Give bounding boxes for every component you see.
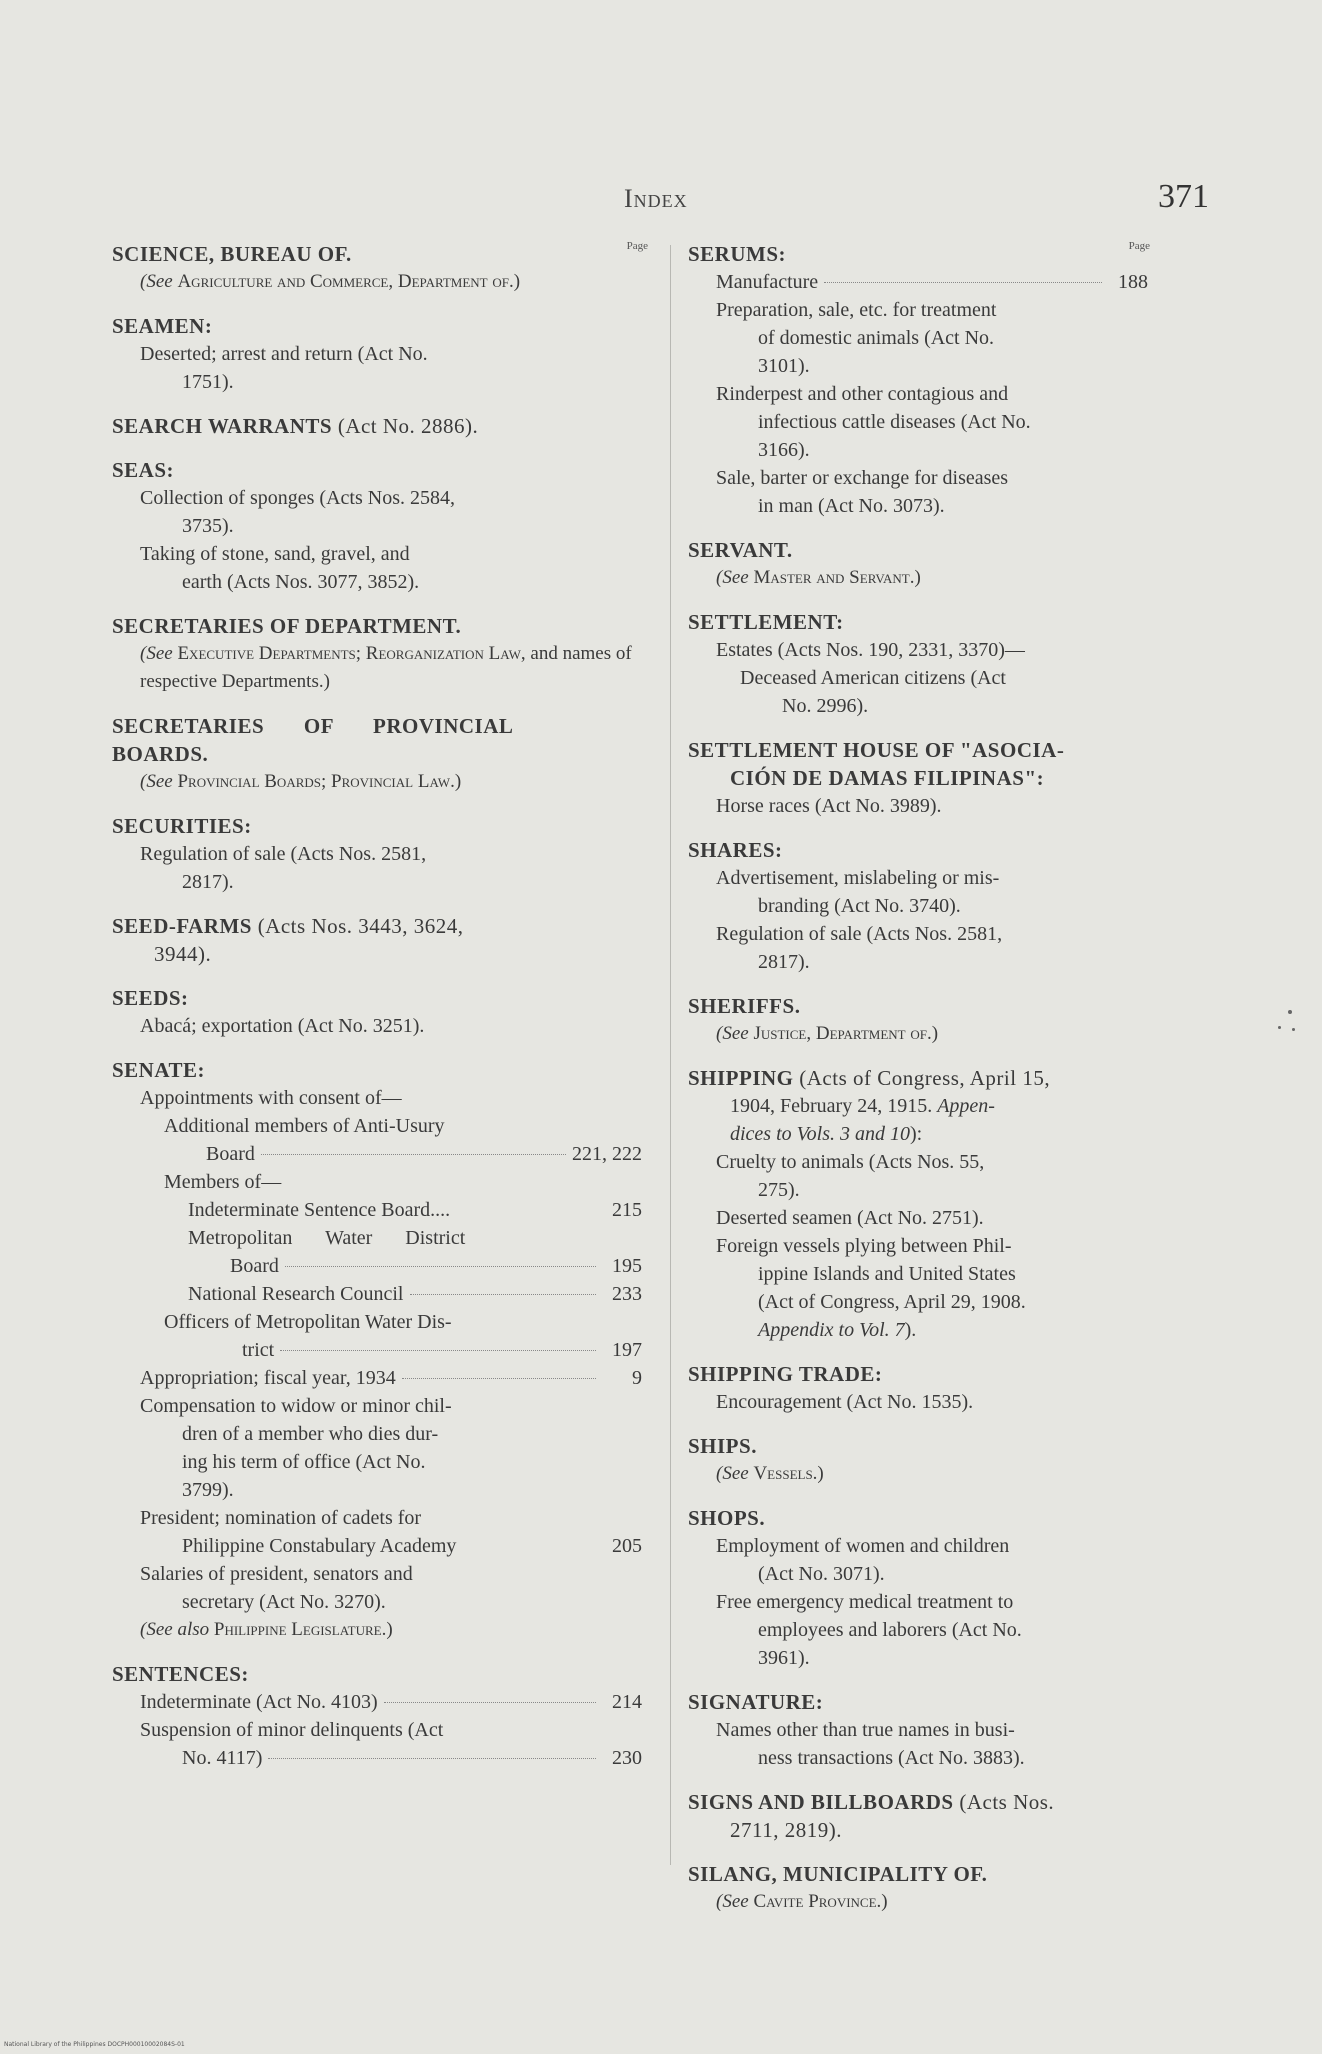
entry-heading: SENATE: [112,1058,205,1082]
page-header [0,178,1322,218]
subentry-level3: Board 195 [112,1252,642,1280]
entry-heading: SECURITIES: [112,814,252,838]
subentry: Encouragement (Act No. 1535). [716,1391,974,1413]
entry-heading: SIGNATURE: [688,1690,824,1714]
subentry-level3: Indeterminate Sentence Board.... 215 [112,1196,642,1224]
page-number: 371 [1158,178,1209,215]
index-entry-sheriffs [688,992,1148,1048]
index-entry-shops [688,1504,1148,1672]
cross-reference: (See Master and Servant.) [716,567,921,588]
entry-heading: SECRETARIES OF DEPARTMENT. [112,614,462,638]
page-ref: 214 [612,1691,642,1713]
index-entry-senate [112,1056,642,1644]
subentry: Deserted seamen (Act No. 2751). [716,1207,984,1229]
subentry: Free emergency medical treatment to employees and laborers (Act No. 3961). [716,1591,1022,1669]
index-entry-signature [688,1688,1148,1772]
subentry: Salaries of president, senators and secretary (Act No. 3270). [140,1563,413,1613]
subentry: Foreign vessels plying between Phil- ippine Islands and United States (Act of Congress, April 29, 1908. Appendix to Vol. 7). [716,1235,1026,1341]
subentry: Employment of women and children (Act No. 3071). [716,1535,1010,1585]
running-title: Index [624,184,688,213]
index-entry-secretaries-provincial [112,712,642,796]
cross-reference: (See Justice, Department of.) [716,1023,939,1044]
entry-heading: SERUMS: [688,242,787,266]
index-entry-silang [688,1860,1148,1916]
index-entry-signs-billboards [688,1788,1148,1844]
entry-heading: SERVANT. [688,538,793,562]
index-entry-seed-farms [112,912,642,968]
entry-heading: SEED-FARMS (Acts Nos. 3443, 3624, 3944). [112,914,464,966]
see-target: Agriculture and Commerce, Department of.) [177,271,521,292]
page-column-label: Page [626,240,648,252]
subentry-level2: trict 197 [112,1336,642,1364]
subentry: Rinderpest and other contagious and infectious cattle diseases (Act No. 3166). [716,383,1031,461]
subentry-level3: National Research Council 233 [112,1280,642,1308]
column-divider [670,245,671,1865]
index-entry-settlement [688,608,1148,720]
subentry: Deserted; arrest and return (Act No. 1751). [140,343,428,393]
entry-heading: SHARES: [688,838,783,862]
subentry: Manufacture 188 [688,268,1148,296]
subentry: Cruelty to animals (Acts Nos. 55, 275). [716,1151,985,1201]
entry-heading: SEEDS: [112,986,189,1010]
entry-heading: SENTENCES: [112,1662,249,1686]
index-entry-sentences [112,1660,642,1772]
page-ref: 188 [1118,271,1148,293]
left-column [112,240,648,1788]
subentry: Suspension of minor delinquents (Act [140,1719,444,1741]
cross-reference: (See Executive Departments; Reorganization Law, and names of respective Departments.) [140,643,632,692]
subentry: Compensation to widow or minor chil- dren of a member who dies dur- ing his term of office (Act No. 3799). [140,1395,452,1501]
subentry: Appointments with consent of— [140,1087,402,1109]
subentry: President; nomination of cadets for [140,1507,422,1529]
entry-heading: SHERIFFS. [688,994,801,1018]
page-ref: 195 [612,1255,642,1277]
subentry-level2: Board 221, 222 [112,1140,642,1168]
subentry: Advertisement, mislabeling or mis- branding (Act No. 3740). [716,867,1000,917]
index-entry-science [112,240,642,296]
cross-reference [112,268,642,296]
scan-speck [1288,1010,1292,1014]
subentry: Regulation of sale (Acts Nos. 2581, 2817). [140,843,427,893]
see-label: (See [140,271,173,292]
entry-heading: SHOPS. [688,1506,766,1530]
index-entry-serums [688,240,1148,520]
page-column-label: Page [1128,240,1150,252]
subentry: Collection of sponges (Acts Nos. 2584, 3735). [140,487,455,537]
subentry: Appropriation; fiscal year, 1934 9 [112,1364,642,1392]
cross-reference: (See Vessels.) [716,1463,824,1484]
index-entry-shipping [688,1064,1148,1344]
subentry: Regulation of sale (Acts Nos. 2581, 2817). [716,923,1003,973]
subentry-level2: Deceased American citizens (Act No. 2996). [740,667,1006,717]
index-entry-settlement-house [688,736,1148,820]
subentry-level3: Metropolitan Water District [188,1227,466,1249]
subentry: Taking of stone, sand, gravel, and earth (Acts Nos. 3077, 3852). [140,543,420,593]
subentry: Names other than true names in busi- ness transactions (Act No. 3883). [716,1719,1025,1769]
page-ref: 233 [612,1283,642,1305]
scan-speck [1278,1026,1281,1029]
index-entry-seamen [112,312,642,396]
index-entry-seeds [112,984,642,1040]
entry-heading: SIGNS AND BILLBOARDS (Acts Nos. 2711, 2819). [688,1790,1055,1842]
index-entry-servant [688,536,1148,592]
entry-heading: SEAS: [112,458,175,482]
index-entry-shipping-trade [688,1360,1148,1416]
page-ref: 197 [612,1339,642,1361]
entry-heading: SETTLEMENT HOUSE OF "ASOCIA- CIÓN DE DAMAS FILIPINAS": [688,738,1065,790]
subentry: Preparation, sale, etc. for treatment of domestic animals (Act No. 3101). [716,299,997,377]
entry-heading: SEARCH WARRANTS (Act No. 2886). [112,414,479,438]
subentry: Sale, barter or exchange for diseases in man (Act No. 3073). [716,467,1009,517]
subentry-level2: Additional members of Anti-Usury [164,1115,445,1137]
subentry: No. 4117) 230 [112,1744,642,1772]
scan-credit: National Library of the Philippines DOCPH00010002084S-01 [4,2041,185,2048]
index-entry-ships [688,1432,1148,1488]
index-entry-shares [688,836,1148,976]
page-ref: 230 [612,1747,642,1769]
entry-heading: SHIPS. [688,1434,757,1458]
subentry: Estates (Acts Nos. 190, 2331, 3370)— [716,639,1025,661]
page-ref: 215 [612,1199,642,1221]
entry-heading: SETTLEMENT: [688,610,844,634]
scan-speck [1292,1028,1295,1031]
index-entry-seas [112,456,642,596]
index-entry-securities [112,812,642,896]
index-entry-search-warrants [112,412,642,440]
cross-reference: (See also Philippine Legislature.) [140,1619,393,1640]
subentry: Philippine Constabulary Academy 205 [112,1532,642,1560]
entry-heading: SHIPPING TRADE: [688,1362,883,1386]
cross-reference: (See Provincial Boards; Provincial Law.) [140,771,462,792]
entry-heading: SEAMEN: [112,314,213,338]
subentry: Abacá; exportation (Act No. 3251). [140,1015,425,1037]
cross-reference: (See Cavite Province.) [716,1891,888,1912]
entry-heading: SHIPPING (Acts of Congress, April 15, [688,1066,1051,1090]
right-column [688,240,1148,1932]
page-ref: 205 [612,1535,642,1557]
entry-heading: SILANG, MUNICIPALITY OF. [688,1862,988,1886]
index-entry-secretaries-department [112,612,642,696]
subentry-level2: Officers of Metropolitan Water Dis- [164,1311,452,1333]
subentry: Indeterminate (Act No. 4103) 214 [112,1688,642,1716]
entry-heading: SECRETARIES OF PROVINCIAL BOARDS. [112,714,514,766]
page-ref: 9 [632,1367,642,1389]
page-ref: 221, 222 [572,1143,642,1165]
entry-heading: SCIENCE, BUREAU OF. [112,242,352,266]
heading-continuation: 1904, February 24, 1915. Appen- dices to Vols. 3 and 10): [730,1095,995,1145]
subentry-level2: Members of— [164,1171,282,1193]
subentry: Horse races (Act No. 3989). [716,795,942,817]
